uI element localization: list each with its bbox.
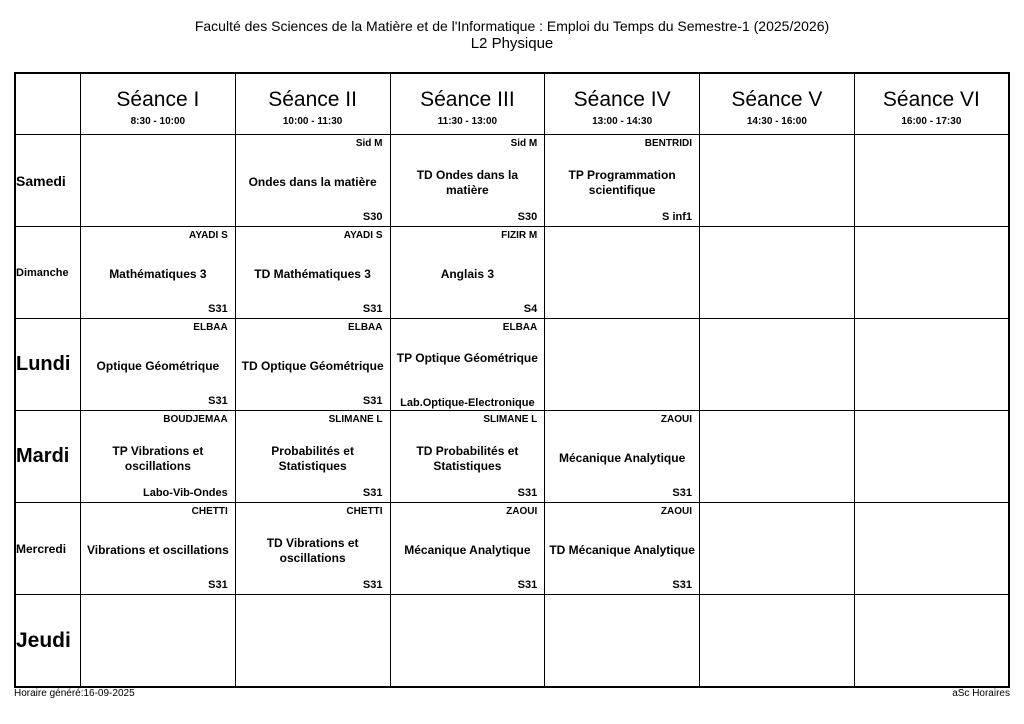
session-header xyxy=(700,73,855,135)
timetable-cell-empty xyxy=(390,595,545,688)
timetable-cell xyxy=(545,135,700,227)
room-name: S31 xyxy=(362,579,383,591)
teacher-name: CHETTI xyxy=(346,506,383,517)
room-name: S31 xyxy=(517,487,538,499)
teacher-name: Sid M xyxy=(355,138,383,149)
session-time: 11:30 - 13:00 xyxy=(437,115,498,127)
timetable-cell-empty xyxy=(854,411,1009,503)
subject-name: Optique Géométrique xyxy=(96,359,220,373)
day-row-dimanche xyxy=(15,227,1009,319)
timetable-cell xyxy=(235,319,390,411)
teacher-name: Sid M xyxy=(510,138,538,149)
timetable-cell xyxy=(81,227,236,319)
software-credit: aSc Horaires xyxy=(952,688,1010,699)
day-row-mercredi xyxy=(15,503,1009,595)
timetable-cell-empty xyxy=(854,135,1009,227)
timetable-cell-empty xyxy=(700,411,855,503)
teacher-name: BENTRIDI xyxy=(644,138,692,149)
day-label: Dimanche xyxy=(15,227,81,319)
room-name: Lab.Optique-Electronique xyxy=(400,397,535,409)
subject-name: TP Programmation scientifique xyxy=(568,167,676,197)
session-header xyxy=(235,73,390,135)
timetable-cell xyxy=(390,411,545,503)
timetable-cell-empty xyxy=(700,319,855,411)
timetable-cell-empty xyxy=(81,595,236,688)
timetable-cell-empty xyxy=(700,135,855,227)
subject-name: Mathématiques 3 xyxy=(109,267,207,281)
room-name: S31 xyxy=(362,303,383,315)
timetable-cell xyxy=(235,503,390,595)
session-time: 13:00 - 14:30 xyxy=(592,115,653,127)
timetable-cell-empty xyxy=(235,595,390,688)
timetable-cell-empty xyxy=(545,595,700,688)
timetable-cell-empty xyxy=(81,135,236,227)
timetable-cell xyxy=(235,411,390,503)
timetable xyxy=(14,72,1010,688)
timetable-cell-empty xyxy=(545,319,700,411)
timetable-cell xyxy=(390,319,545,411)
day-label: Samedi xyxy=(15,135,81,227)
room-name: S31 xyxy=(362,487,383,499)
subject-name: Vibrations et oscillations xyxy=(86,543,229,557)
session-header xyxy=(854,73,1009,135)
timetable-cell-empty xyxy=(545,227,700,319)
teacher-name: FIZIR M xyxy=(501,230,538,241)
room-name: S30 xyxy=(362,211,383,223)
room-name: S31 xyxy=(672,487,692,499)
room-name: S31 xyxy=(362,395,383,407)
teacher-name: BOUDJEMAA xyxy=(163,414,228,425)
corner-cell xyxy=(15,73,81,135)
day-label: Jeudi xyxy=(15,595,81,688)
timetable-cell xyxy=(81,319,236,411)
session-header-row xyxy=(15,73,1009,135)
teacher-name: ELBAA xyxy=(502,322,538,333)
teacher-name: ZAOUI xyxy=(660,506,692,517)
session-header xyxy=(390,73,545,135)
subject-name: TP Vibrations et oscillations xyxy=(112,443,204,473)
session-time: 14:30 - 16:00 xyxy=(746,115,807,127)
day-row-samedi xyxy=(15,135,1009,227)
subject-name: TD Probabilités et Statistiques xyxy=(416,443,519,473)
session-name: Séance V xyxy=(731,87,823,111)
timetable-cell xyxy=(390,135,545,227)
teacher-name: AYADI S xyxy=(189,230,228,241)
document-title: Faculté des Sciences de la Matière et de l'Informatique : Emploi du Temps du Semestre-1 (2025/2026) xyxy=(194,18,830,34)
timetable-cell xyxy=(81,503,236,595)
session-name: Séance I xyxy=(116,87,200,111)
subject-name: TD Ondes dans la matière xyxy=(416,167,519,197)
subject-name: TD Mécanique Analytique xyxy=(549,543,695,557)
teacher-name: SLIMANE L xyxy=(328,414,383,425)
subject-name: Mécanique Analytique xyxy=(404,543,531,557)
day-row-lundi xyxy=(15,319,1009,411)
teacher-name: SLIMANE L xyxy=(483,414,538,425)
timetable-cell xyxy=(545,411,700,503)
class-name: L2 Physique xyxy=(470,35,554,52)
room-name: S30 xyxy=(517,211,538,223)
teacher-name: CHETTI xyxy=(191,506,228,517)
subject-name: Probabilités et Statistiques xyxy=(271,443,354,473)
session-time: 16:00 - 17:30 xyxy=(901,115,962,127)
timetable-cell-empty xyxy=(854,227,1009,319)
teacher-name: AYADI S xyxy=(343,230,383,241)
room-name: S4 xyxy=(523,303,538,315)
room-name: S31 xyxy=(517,579,538,591)
subject-name: TD Mathématiques 3 xyxy=(254,267,371,281)
session-name: Séance VI xyxy=(882,87,980,111)
room-name: S31 xyxy=(672,579,692,591)
timetable-cell-empty xyxy=(700,503,855,595)
day-row-mardi xyxy=(15,411,1009,503)
room-name: S31 xyxy=(208,303,228,315)
room-name: Labo-Vib-Ondes xyxy=(143,487,228,499)
teacher-name: ZAOUI xyxy=(506,506,538,517)
session-name: Séance II xyxy=(268,87,357,111)
day-label: Mercredi xyxy=(15,503,81,595)
room-name: S31 xyxy=(208,579,228,591)
teacher-name: ELBAA xyxy=(193,322,228,333)
subject-name: TD Vibrations et oscillations xyxy=(266,535,359,565)
subject-name: Mécanique Analytique xyxy=(559,451,686,465)
teacher-name: ELBAA xyxy=(348,322,383,333)
session-name: Séance III xyxy=(420,87,515,111)
timetable-cell xyxy=(545,503,700,595)
session-name: Séance IV xyxy=(573,87,671,111)
timetable-cell xyxy=(81,411,236,503)
session-time: 8:30 - 10:00 xyxy=(130,115,186,127)
session-header xyxy=(545,73,700,135)
timetable-cell-empty xyxy=(700,227,855,319)
timetable-cell-empty xyxy=(854,595,1009,688)
timetable-cell xyxy=(390,227,545,319)
day-row-jeudi xyxy=(15,595,1009,688)
room-name: S31 xyxy=(208,395,228,407)
subject-name: Anglais 3 xyxy=(440,267,495,281)
subject-name: TD Optique Géométrique xyxy=(241,359,384,373)
generated-date: Horaire généré:16-09-2025 xyxy=(14,688,135,699)
subject-name: Ondes dans la matière xyxy=(248,175,377,189)
day-label: Mardi xyxy=(15,411,81,503)
session-time: 10:00 - 11:30 xyxy=(282,115,343,127)
day-label: Lundi xyxy=(15,319,81,411)
timetable-cell xyxy=(390,503,545,595)
timetable-cell-empty xyxy=(854,319,1009,411)
session-header xyxy=(81,73,236,135)
subject-name: TP Optique Géométrique xyxy=(396,351,538,365)
room-name: S inf1 xyxy=(662,211,692,223)
timetable-cell-empty xyxy=(854,503,1009,595)
timetable-cell-empty xyxy=(700,595,855,688)
teacher-name: ZAOUI xyxy=(660,414,692,425)
timetable-cell xyxy=(235,135,390,227)
timetable-cell xyxy=(235,227,390,319)
